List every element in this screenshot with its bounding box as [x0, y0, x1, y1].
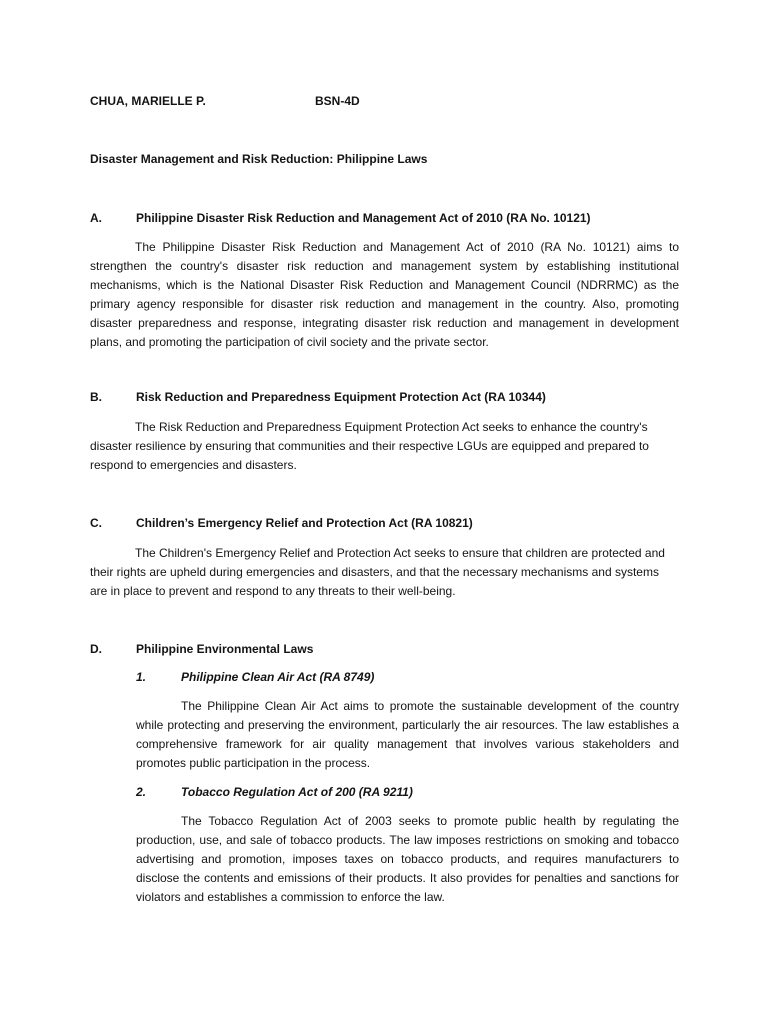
subsection-1-body: The Philippine Clean Air Act aims to promote the sustainable development of the country while protecting and preserving the environment, particularly the air resources. The law establishes a comprehensive framework for air quality management that involves various stakeholders and promotes public participation in the process.	[136, 699, 679, 770]
subsection-2-heading: Tobacco Regulation Act of 200 (RA 9211)	[181, 785, 413, 799]
section-a-heading: Philippine Disaster Risk Reduction and Management Act of 2010 (RA No. 10121)	[136, 211, 591, 225]
section-b-letter: B.	[90, 390, 102, 404]
document-title: Disaster Management and Risk Reduction: Philippine Laws	[90, 152, 428, 166]
subsection-1-heading: Philippine Clean Air Act (RA 8749)	[181, 670, 375, 684]
section-c-heading: Children’s Emergency Relief and Protection Act (RA 10821)	[136, 516, 473, 530]
section-c-body: The Children's Emergency Relief and Protection Act seeks to ensure that children are protected and their rights are upheld during emergencies and disasters, and that the necessary mechanisms and systems are in place to prevent and respond to any threats to their well-being.	[90, 546, 665, 598]
section-a-body: The Philippine Disaster Risk Reduction and Management Act of 2010 (RA No. 10121) aims to strengthen the country's disaster risk reduction and management system by establishing institutional mechanisms, which is the National Disaster Risk Reduction and Management Council (NDRRMC) as the primary agency responsible for disaster risk reduction and management in the country. Also, promoting disaster preparedness and response, integrating disaster risk reduction and management in development plans, and promoting the participation of civil society and the private sector.	[90, 240, 679, 349]
subsection-1-number: 1.	[136, 670, 147, 684]
student-name: CHUA, MARIELLE P.	[90, 94, 206, 108]
subsection-2-number: 2.	[136, 785, 147, 799]
section-b-heading: Risk Reduction and Preparedness Equipment Protection Act (RA 10344)	[136, 390, 546, 404]
section-d-heading: Philippine Environmental Laws	[136, 642, 314, 656]
section-c-letter: C.	[90, 516, 102, 530]
section-a-letter: A.	[90, 211, 102, 225]
section-d-letter: D.	[90, 642, 102, 656]
subsection-2-body: The Tobacco Regulation Act of 2003 seeks to promote public health by regulating the production, use, and sale of tobacco products. The law imposes restrictions on smoking and tobacco advertising and promotion, imposes taxes on tobacco products, and requires manufacturers to disclose the contents and emissions of their products. It also provides for penalties and sanctions for violators and establishes a commission to enforce the law.	[136, 814, 679, 904]
student-section: BSN-4D	[315, 94, 360, 108]
section-b-body: The Risk Reduction and Preparedness Equipment Protection Act seeks to enhance the country's disaster resilience by ensuring that communities and their respective LGUs are equipped and prepared to respond to emergencies and disasters.	[90, 420, 649, 472]
